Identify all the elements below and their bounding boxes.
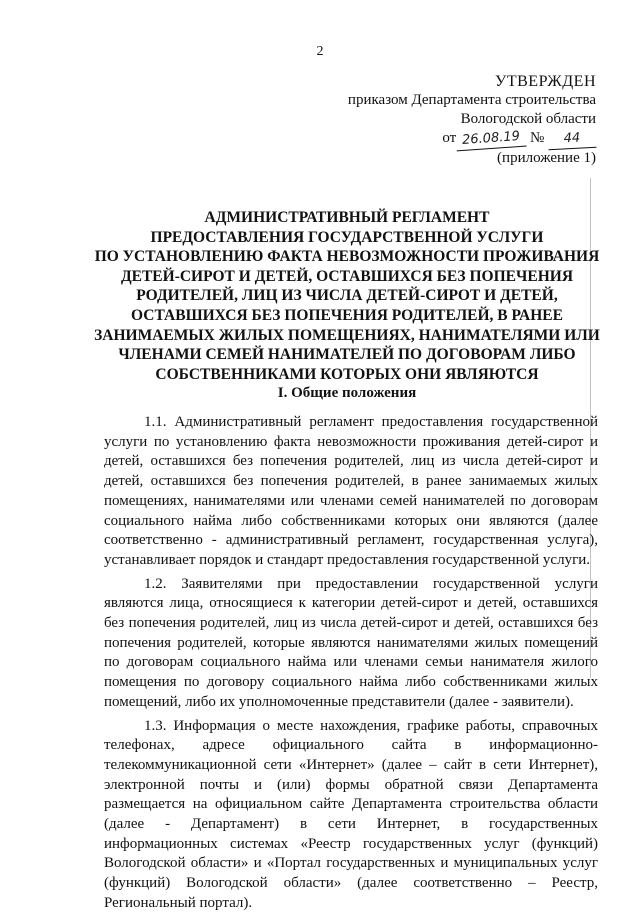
order-prefix: от bbox=[442, 130, 457, 146]
text-line: (функций) Вологодской области» (далее соответственно – Реестр, bbox=[104, 875, 598, 892]
approval-line-2: Вологодской области bbox=[460, 111, 596, 127]
title-line: ЗАНИМАЕМЫХ ЖИЛЫХ ПОМЕЩЕНИЯХ, НАНИМАТЕЛЯМИ ИЛИ bbox=[94, 326, 600, 344]
title-line: СОБСТВЕННИКАМИ КОТОРЫХ ОНИ ЯВЛЯЮТСЯ bbox=[155, 365, 539, 383]
title-line: ДЕТЕЙ-СИРОТ И ДЕТЕЙ, ОСТАВШИХСЯ БЕЗ ПОПЕЧЕНИЯ bbox=[120, 267, 574, 285]
text-line: помещения по договору социального найма либо собственниками жилых bbox=[104, 674, 598, 691]
text-line: являются лица, относящиеся к категории детей-сирот и детей, оставшихся bbox=[104, 595, 598, 612]
text-line: информационных системах «Реестр государственных услуг (функций) bbox=[104, 835, 598, 852]
body-text bbox=[104, 413, 598, 918]
title-line: ПРЕДОСТАВЛЕНИЯ ГОСУДАРСТВЕННОЙ УСЛУГИ bbox=[150, 228, 544, 246]
title-line: АДМИНИСТРАТИВНЫЙ РЕГЛАМЕНТ bbox=[204, 209, 490, 226]
section-title: I. Общие положения bbox=[277, 385, 417, 401]
title-line: РОДИТЕЛЕЙ, ЛИЦ ИЗ ЧИСЛА ДЕТЕЙ-СИРОТ И ДЕТЕЙ, bbox=[136, 287, 558, 305]
title-line: ЧЛЕНАМИ СЕМЕЙ НАНИМАТЕЛЕЙ ПО ДОГОВОРАМ ЛИБО bbox=[118, 346, 576, 364]
text-line: 1.2. Заявителями при предоставлении государственной услуги bbox=[144, 575, 598, 592]
page-number: 2 bbox=[316, 44, 324, 59]
text-line: Вологодской области» и «Портал государственных и муниципальных услуг bbox=[104, 855, 598, 872]
paragraph-1-2 bbox=[104, 575, 598, 713]
text-line: электронной почты и (или) формы обратной связи Департамента bbox=[104, 776, 598, 793]
text-line: 1.1. Административный регламент предоставления государственной bbox=[144, 414, 598, 430]
approval-order-line bbox=[296, 129, 596, 149]
scan-artifact-line bbox=[590, 178, 591, 678]
text-line: попечения родителей, которые являются нанимателями жилых помещений bbox=[104, 634, 598, 651]
text-line: (далее - Департамент) в сети Интернет, в государственных bbox=[104, 816, 598, 833]
text-line: соответственно - административный регламент, государственная услуга), bbox=[104, 532, 598, 549]
number-sign: № bbox=[529, 130, 545, 146]
title-line: ОСТАВШИХСЯ БЕЗ ПОПЕЧЕНИЯ РОДИТЕЛЕЙ, В РАНЕЕ bbox=[131, 306, 563, 324]
text-line: помещений, либо их уполномоченные представители (далее - заявители). bbox=[104, 693, 574, 710]
text-line: детей, оставшихся без попечения родителей, в ранее занимаемых жилых bbox=[104, 473, 598, 490]
text-line: без попечения родителей, лиц из числа детей-сирот и детей, оставшихся без bbox=[104, 615, 598, 632]
text-line: детей, оставшихся без попечения родителей, лиц из числа детей-сирот и bbox=[104, 453, 598, 470]
approval-line-1: приказом Департамента строительства bbox=[347, 92, 596, 108]
text-line: 1.3. Информация о месте нахождения, графике работы, справочных bbox=[144, 717, 598, 734]
text-line: телефонах, адресе официального сайта в информационно- bbox=[104, 737, 598, 754]
document-title bbox=[92, 208, 602, 384]
text-line: помещениях, нанимателями или членами семей нанимателей по договорам bbox=[104, 492, 598, 509]
approval-block bbox=[296, 72, 596, 168]
text-line: по договорам социального найма или членами семьи нанимателя жилого bbox=[104, 654, 598, 671]
text-line: устанавливает порядок и стандарт предоставления государственной услуги. bbox=[104, 551, 590, 568]
approval-title: УТВЕРЖДЕН bbox=[495, 73, 596, 90]
paragraph-1-1 bbox=[104, 413, 598, 571]
text-line: размещается на официальном сайте Департамента строительства области bbox=[104, 796, 598, 813]
text-line: социального найма либо собственниками которых они являются (далее bbox=[104, 512, 598, 529]
handwritten-date: 26.08.19 bbox=[456, 127, 527, 152]
text-line: Региональный портал). bbox=[104, 894, 253, 911]
title-line: ПО УСТАНОВЛЕНИЮ ФАКТА НЕВОЗМОЖНОСТИ ПРОЖИВАНИЯ bbox=[94, 248, 600, 266]
text-line: услуги по установлению факта невозможности проживания детей-сирот и bbox=[104, 433, 598, 450]
text-line: телекоммуникационной сети «Интернет» (далее – сайт в сети Интернет), bbox=[104, 756, 598, 773]
handwritten-number: 44 bbox=[548, 128, 597, 150]
paragraph-1-3 bbox=[104, 717, 598, 914]
approval-appendix: (приложение 1) bbox=[497, 150, 596, 166]
